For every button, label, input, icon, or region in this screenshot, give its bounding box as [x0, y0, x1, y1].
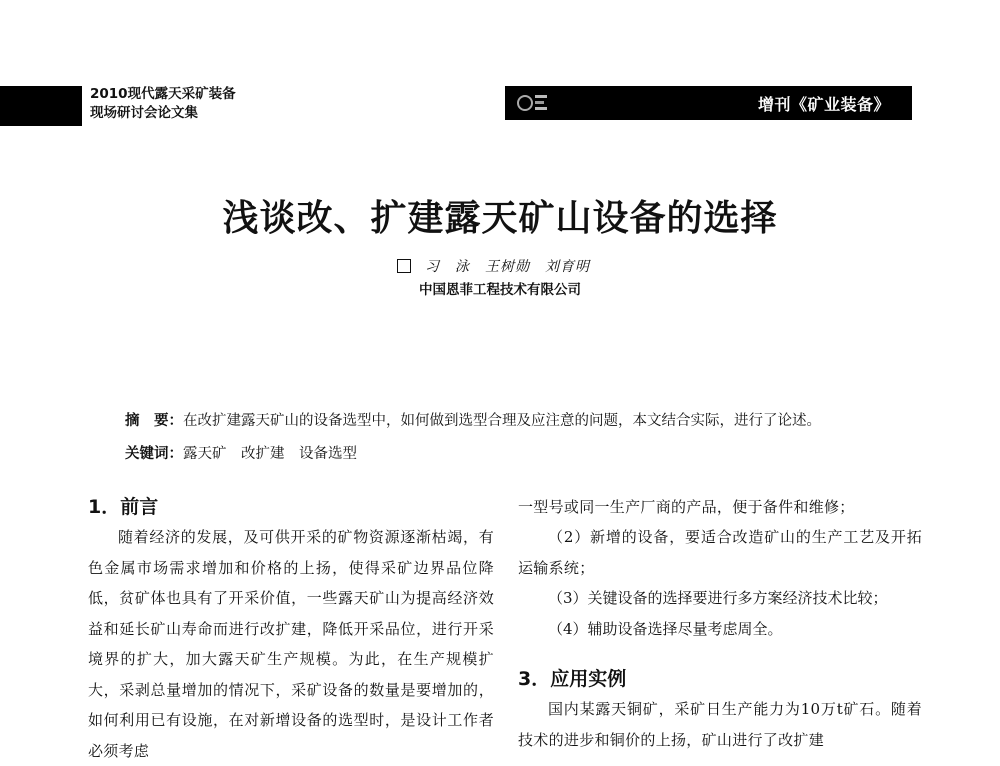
keywords-label: 关键词： — [125, 446, 183, 462]
keywords-text: 露天矿 改扩建 设备选型 — [183, 446, 357, 462]
keywords — [125, 442, 357, 463]
list-item-4: （4）辅助设备选择尽量考虑周全。 — [548, 619, 783, 638]
authors: 习 泳 王树勋 刘育明 — [425, 259, 590, 275]
section-spacer — [518, 644, 922, 664]
abstract-text: 在改扩建露天矿山的设备选型中，如何做到选型合理及应注意的问题，本文结合实际，进行了论述。 — [183, 413, 821, 429]
left-column — [88, 492, 494, 766]
paper-title: 浅谈改、扩建露天矿山设备的选择 — [222, 198, 778, 239]
section-heading-intro: 1．前言 — [88, 496, 159, 518]
list-item-2: （2）新增的设备，要适合改造矿山的生产工艺及开拓运输系统； — [518, 528, 922, 577]
checkbox-icon — [397, 259, 411, 273]
author-line — [397, 256, 590, 276]
conference-line-2: 现场研讨会论文集 — [90, 105, 198, 121]
example-paragraph: 国内某露天铜矿，采矿日生产能力为10万t矿石。随着技术的进步和铜价的上扬，矿山进行了改扩建 — [518, 700, 922, 749]
journal-banner — [505, 86, 912, 120]
right-column — [518, 492, 922, 755]
abstract — [125, 409, 821, 430]
list-item-3: （3）关键设备的选择要进行多方案经济技术比较； — [548, 589, 888, 607]
journal-name: 增刊《矿业装备》 — [757, 94, 890, 114]
affiliation: 中国恩菲工程技术有限公司 — [419, 282, 581, 298]
banner-emblem-icon — [513, 89, 551, 117]
conference-label — [90, 85, 236, 123]
intro-paragraph: 随着经济的发展，及可供开采的矿物资源逐渐枯竭，有色金属市场需求增加和价格的上扬，使得采矿边界品位降低，贫矿体也具有了开采价值，一些露天矿山为提高经济效益和延长矿山寿命而进行改扩建，降低开采品位，进行开采境界的扩大，加大露天矿生产规模。为此，在生产规模扩大，采剥总量增加的情况下，采矿设备的数量是要增加的，如何利用已有设施，在对新增设备的选型时，是设计工作者必须考虑 — [88, 528, 494, 760]
abstract-label: 摘 要： — [125, 413, 183, 429]
conference-line-1: 2010现代露天采矿装备 — [90, 86, 236, 102]
header-left-bar — [0, 86, 82, 126]
section-heading-example: 3．应用实例 — [518, 668, 627, 690]
continued-text: 一型号或同一生产厂商的产品，便于备件和维修； — [518, 498, 855, 516]
